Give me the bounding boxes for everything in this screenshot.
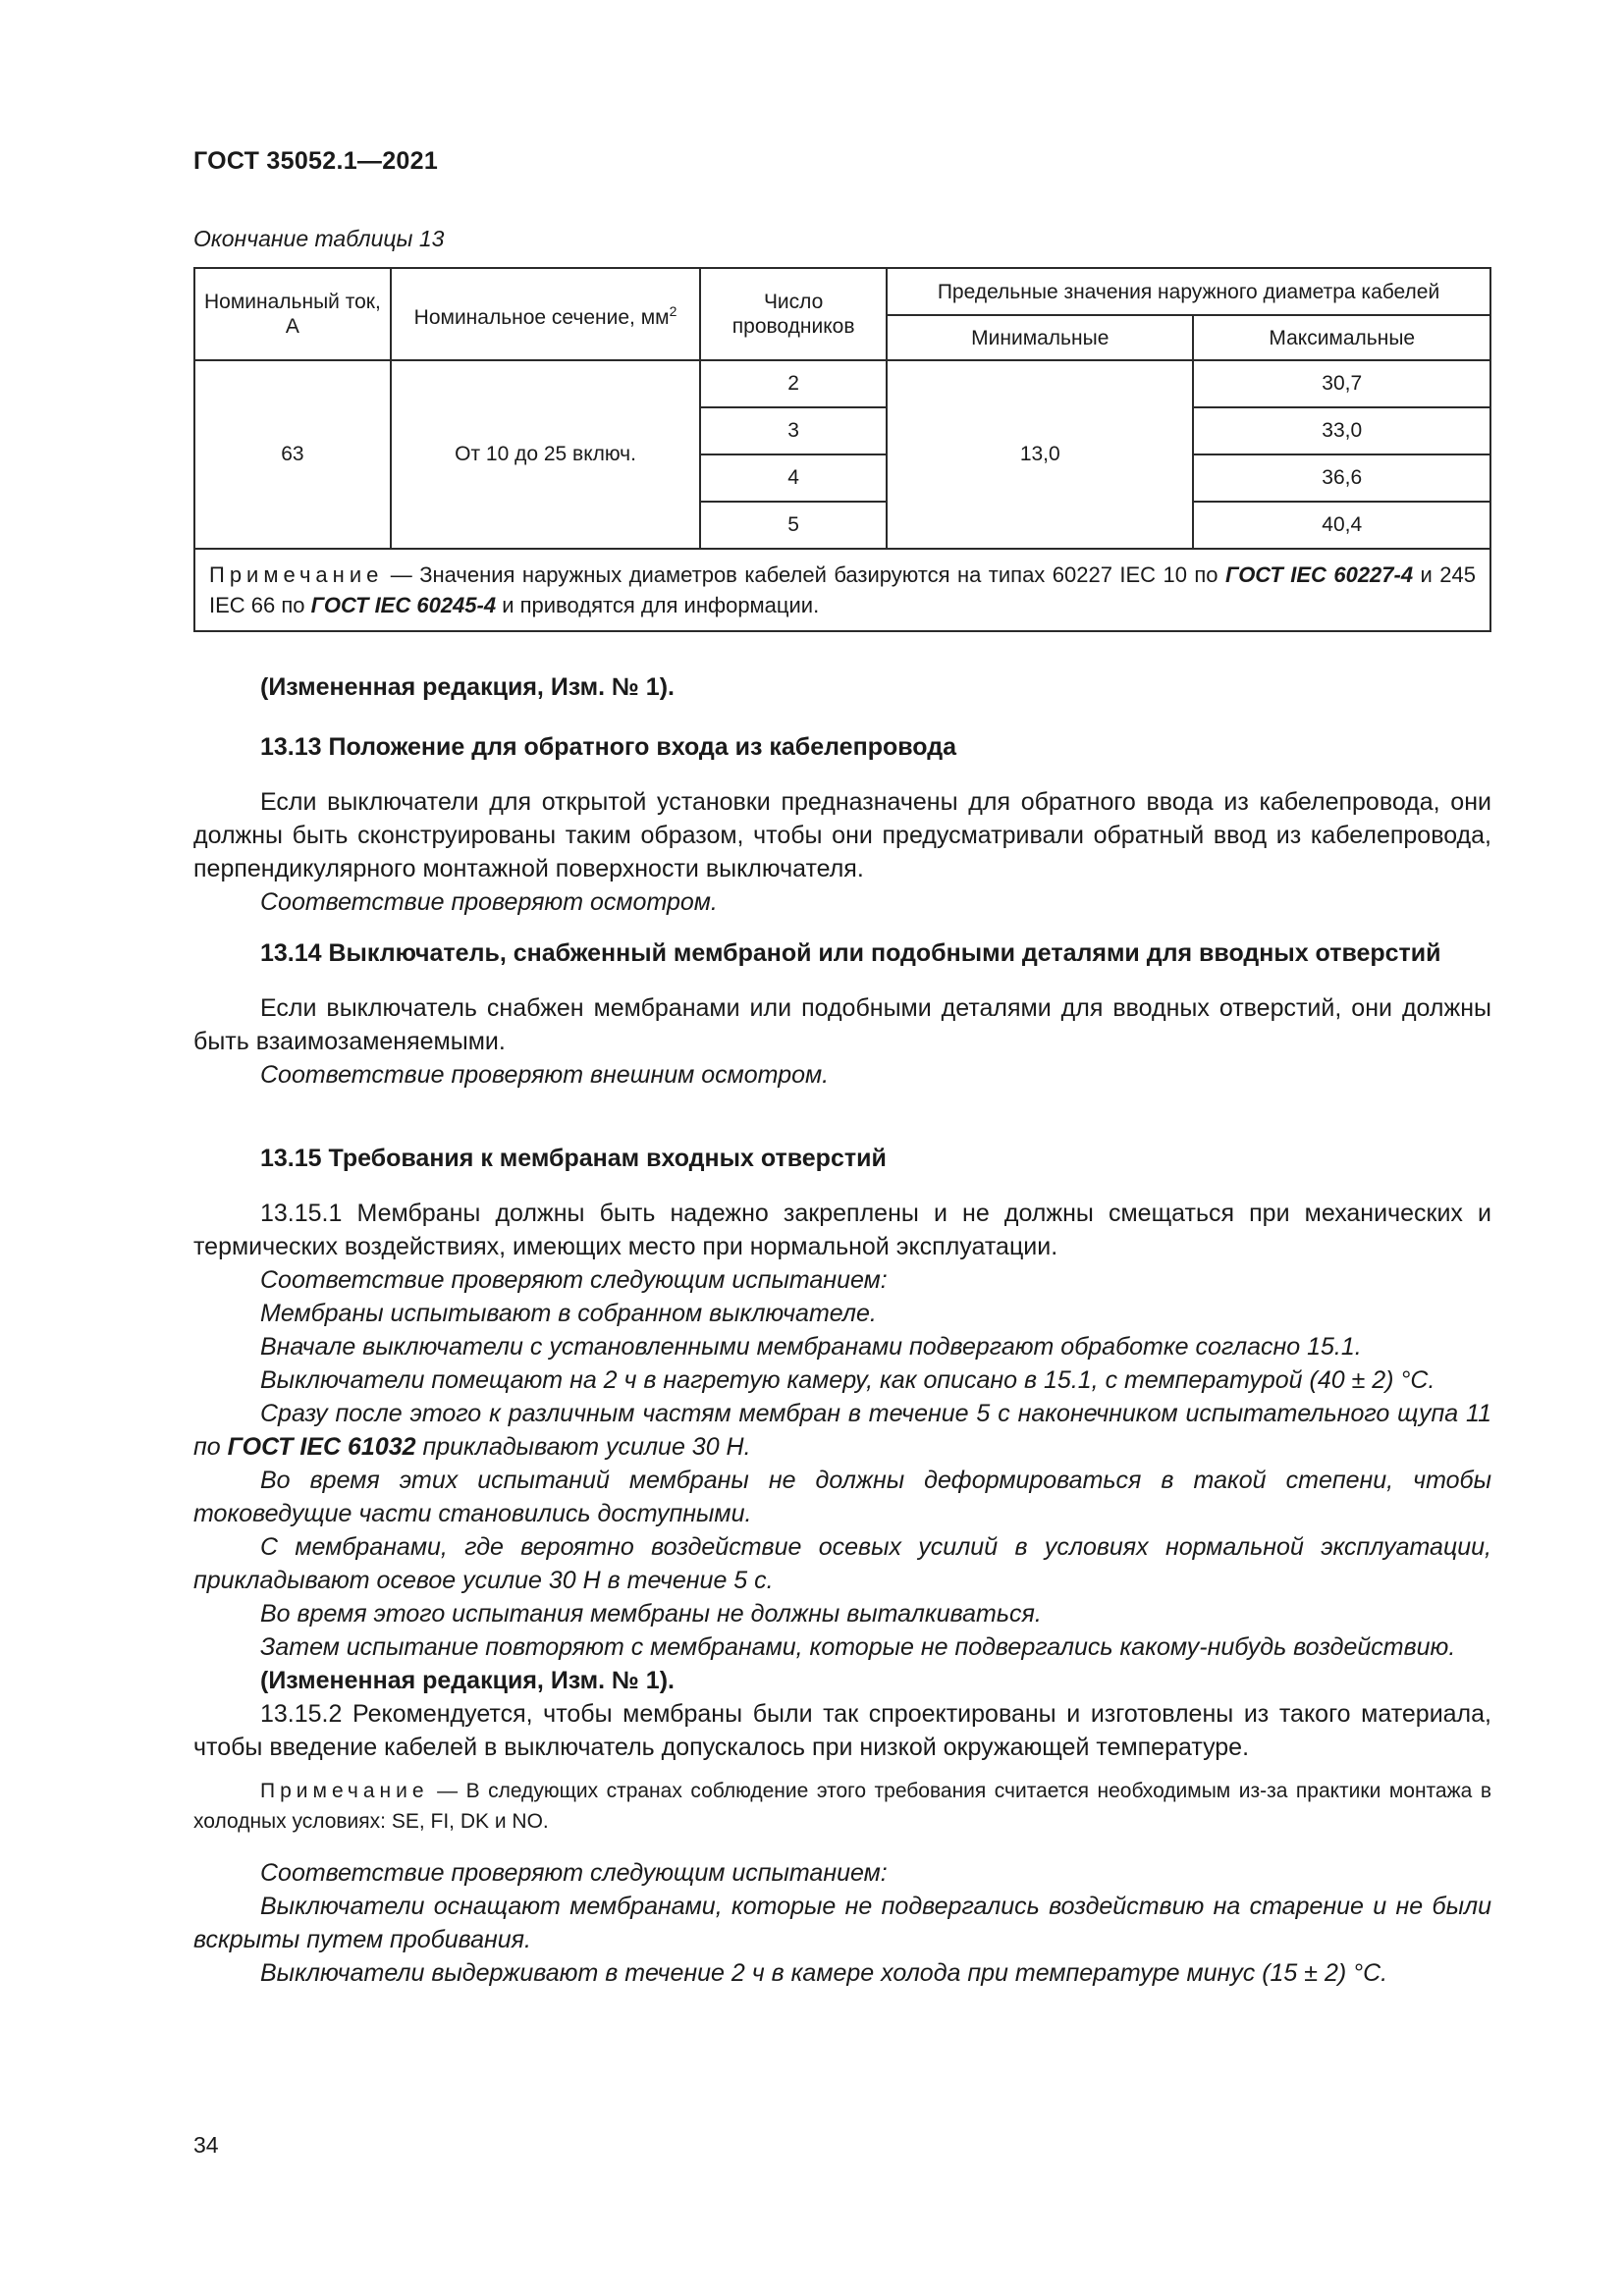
check-text: Во время этого испытания мембраны не должны выталкиваться. (260, 1600, 1042, 1628)
section-title: 13.14 Выключатель, снабженный мембраной или подобными деталями для вводных отверстий (260, 939, 1441, 967)
check-text: Во время этих испытаний мембраны не должны деформироваться в такой степени, чтобы токоведущие части становились доступными. (193, 1467, 1491, 1527)
standard-reference: ГОСТ IEC 60245-4 (310, 593, 497, 617)
document-code: ГОСТ 35052.1—2021 (193, 147, 439, 175)
header-max: Максимальные (1193, 315, 1490, 360)
cell-min: 13,0 (887, 360, 1193, 549)
cell-section: От 10 до 25 включ. (391, 360, 700, 549)
check-text: Соответствие проверяют осмотром. (260, 888, 718, 916)
section-title: 13.15 Требования к мембранам входных отверстий (260, 1145, 887, 1172)
check-text: Сразу после этого к различным частям мембран в течение 5 с наконечником испытательного щупа 11 по ГОСТ IEC 61032 прикладывают усилие 30 Н. (193, 1400, 1491, 1461)
check-text: Выключатели помещают на 2 ч в нагретую камеру, как описано в 15.1, с температурой (40 ± 2) °С. (260, 1366, 1435, 1394)
cell-max: 30,7 (1193, 360, 1490, 407)
section-13-15 (193, 1142, 1491, 1990)
header-conductors: Число проводников (700, 268, 887, 360)
check-text: Выключатели оснащают мембранами, которые не подвергались воздействию на старение и не были вскрыты путем пробивания. (193, 1893, 1491, 1953)
check-text: Мембраны испытывают в собранном выключателе. (260, 1300, 877, 1327)
table-caption: Окончание таблицы 13 (193, 226, 445, 251)
cell-conductors: 4 (700, 454, 887, 502)
cell-conductors: 2 (700, 360, 887, 407)
cell-conductors: 3 (700, 407, 887, 454)
table-note: Примечание — Значения наружных диаметров кабелей базируются на типах 60227 IEC 10 по ГОСТ IEC 60227-4 и 245 IEC 66 по ГОСТ IEC 60245-4 и приводятся для информации. (194, 549, 1490, 631)
cell-max: 40,4 (1193, 502, 1490, 549)
page-number: 34 (193, 2132, 219, 2158)
check-text: Соответствие проверяют внешним осмотром. (260, 1061, 830, 1089)
check-text: Затем испытание повторяют с мембранами, которые не подвергались какому-нибудь воздействию. (260, 1633, 1456, 1661)
note-label: Примечание (209, 562, 384, 587)
check-text: С мембранами, где вероятно воздействие осевых усилий в условиях нормальной эксплуатации, прикладывают осевое усилие 30 Н в течение 5 с. (193, 1533, 1491, 1594)
amendment-note: (Измененная редакция, Изм. № 1). (260, 1667, 675, 1694)
section-title: 13.13 Положение для обратного входа из кабелепровода (260, 733, 956, 761)
cell-conductors: 5 (700, 502, 887, 549)
section-13-13 (193, 730, 1491, 919)
standard-reference: ГОСТ IEC 60227-4 (1224, 562, 1414, 587)
check-text: Вначале выключатели с установленными мембранами подвергают обработке согласно 15.1. (260, 1333, 1362, 1361)
amendment-note: (Измененная редакция, Изм. № 1). (260, 673, 675, 701)
paragraph: Если выключатель снабжен мембранами или подобными деталями для вводных отверстий, они должны быть взаимозаменяемыми. (193, 994, 1491, 1055)
standard-reference: ГОСТ IEC 61032 (227, 1433, 416, 1461)
check-text: Соответствие проверяют следующим испытанием: (260, 1266, 888, 1294)
note: Примечание — В следующих странах соблюдение этого требования считается необходимым из-за практики монтажа в холодных условиях: SE, FI, DK и NO. (193, 1780, 1491, 1833)
check-text: Выключатели выдерживают в течение 2 ч в камере холода при температуре минус (15 ± 2) °С. (260, 1959, 1388, 1987)
spec-table (193, 267, 1491, 632)
header-nominal-section: Номинальное сечение, $мм^2$ (391, 268, 700, 360)
header-limits: Предельные значения наружного диаметра кабелей (887, 268, 1490, 315)
paragraph: Если выключатели для открытой установки предназначены для обратного ввода из кабелепровода, они должны быть сконструированы таким образом, чтобы они предусматривали обратный ввод из кабелепровода, перпендикулярного монтажной поверхности выключателя. (193, 788, 1491, 882)
note-label: Примечание (260, 1780, 429, 1802)
cell-max: 36,6 (1193, 454, 1490, 502)
header-nominal-current: Номинальный ток, А (194, 268, 391, 360)
paragraph: 13.15.2 Рекомендуется, чтобы мембраны были так спроектированы и изготовлены из такого материала, чтобы введение кабелей в выключатель допускалось при низкой окружающей температуре. (193, 1700, 1491, 1761)
section-13-14 (193, 936, 1491, 1092)
cell-max: 33,0 (1193, 407, 1490, 454)
check-text: Соответствие проверяют следующим испытанием: (260, 1859, 888, 1887)
header-min: Минимальные (887, 315, 1193, 360)
cell-current: 63 (194, 360, 391, 549)
paragraph: 13.15.1 Мембраны должны быть надежно закреплены и не должны смещаться при механических и термических воздействиях, имеющих место при нормальной эксплуатации. (193, 1200, 1491, 1260)
